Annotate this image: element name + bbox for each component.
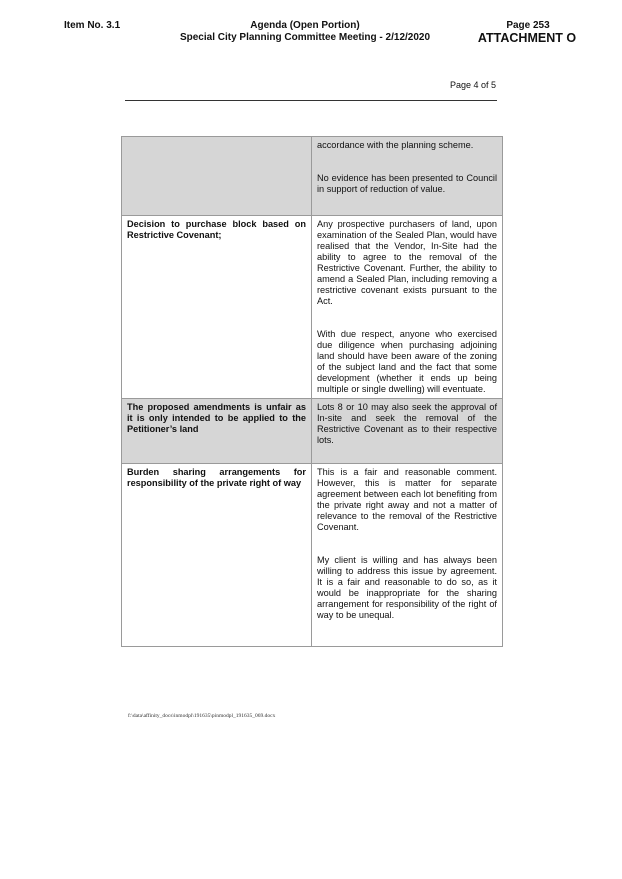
agenda-title: Agenda (Open Portion) [250,20,360,31]
footer-file-path: f:\data\affinity_docs\inmodpl\191635\pinmodpl_191635_069.docx [128,713,276,719]
response-paragraph: No evidence has been presented to Council in support of reduction of value. [317,173,497,194]
agenda-page-number: Page 253 [506,20,550,31]
issue-cell: The proposed amendments is unfair as it is only intended to be applied to the Petitioner’s land [122,399,312,464]
response-table [121,136,503,647]
table-row [122,464,503,647]
response-cell [312,216,503,399]
response-paragraph: With due respect, anyone who exercised due diligence when purchasing adjoining land should have been aware of the zoning of the subject land and the fact that some development (whether it ends up being multiple or single dwelling) will eventuate. [317,329,497,394]
response-paragraph: Lots 8 or 10 may also seek the approval of In-site and seek the removal of the Restrictive Covenant as to their respective lots. [317,402,497,445]
page-indicator: Page 4 of 5 [449,80,496,90]
item-number: Item No. 3.1 [64,20,121,31]
issue-cell [122,137,312,216]
response-paragraph: This is a fair and reasonable comment. However, this is matter for separate agreement between each lot benefiting from the private right away and not a matter of relevance to the removal of the Restrictive Covenant. [317,467,497,532]
header-divider [125,100,497,101]
response-cell [312,399,503,464]
response-cell [312,137,503,216]
meeting-title: Special City Planning Committee Meeting - 2/12/2020 [179,32,431,43]
response-paragraph: My client is willing and has always been willing to address this issue by agreement. It is a fair and reasonable to do so, as it would be inappropriate for the sharing arrangement for responsibility of the right of way to be unequal. [317,555,497,620]
response-paragraph: Any prospective purchasers of land, upon examination of the Sealed Plan, would have realised that the Vendor, In-Site had the ability to agree to the removal of the Restrictive Covenant. Further, the ability to amend a Sealed Plan, including removing a restrictive covenant exists pursuant to the Act. [317,219,497,306]
attachment-label: ATTACHMENT O [477,31,577,45]
response-cell [312,464,503,647]
table-row [122,216,503,399]
response-paragraph: accordance with the planning scheme. [317,140,474,150]
table-row [122,137,503,216]
agenda-heading [170,20,440,44]
issue-cell: Decision to purchase block based on Restrictive Covenant; [122,216,312,399]
table-row [122,399,503,464]
issue-cell: Burden sharing arrangements for responsibility of the private right of way [122,464,312,647]
